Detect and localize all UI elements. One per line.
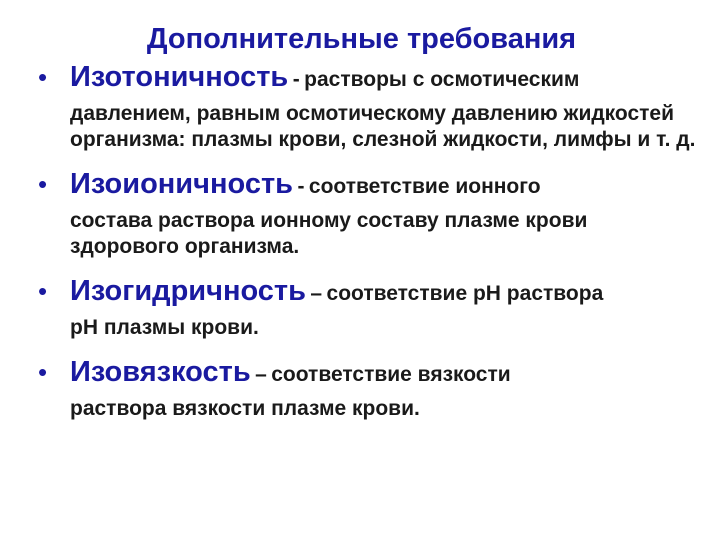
item-term: Изоионичность [70,168,293,200]
item-head [70,272,698,315]
item-head [70,58,698,101]
item-description: давлением, равным осмотическому давлению жидкостей организма: плазмы крови, слезной жидкости, лимфы и т. д. [70,102,696,151]
item-separator: – [255,363,267,386]
item-separator: – [310,282,323,305]
requirements-list [38,58,698,422]
bullet-icon: • [38,276,48,306]
list-item [38,58,698,153]
bullet-icon: • [38,169,48,199]
slide-title: Дополнительные требования [146,23,577,55]
item-separator: - [292,68,300,91]
item-description-start: растворы с осмотическим [304,68,580,91]
item-description: состава раствора ионному составу плазме крови здорового организма. [70,209,588,258]
item-description: раствора вязкости плазме крови. [70,397,420,420]
item-description-start: соответствие ионного [308,175,541,198]
item-term: Изогидричность [70,275,306,307]
item-description: рН плазмы крови. [70,316,259,339]
bullet-icon: • [38,357,48,387]
list-item [38,165,698,260]
item-head [70,165,698,208]
item-description-start: соответствие рН раствора [326,282,604,305]
item-term: Изовязкость [70,356,251,388]
bullet-icon: • [38,62,48,92]
item-head [70,353,698,396]
item-separator: - [297,175,305,198]
list-item [38,353,698,422]
list-item [38,272,698,341]
item-description-start: соответствие вязкости [271,363,511,386]
item-term: Изотоничность [70,61,289,93]
